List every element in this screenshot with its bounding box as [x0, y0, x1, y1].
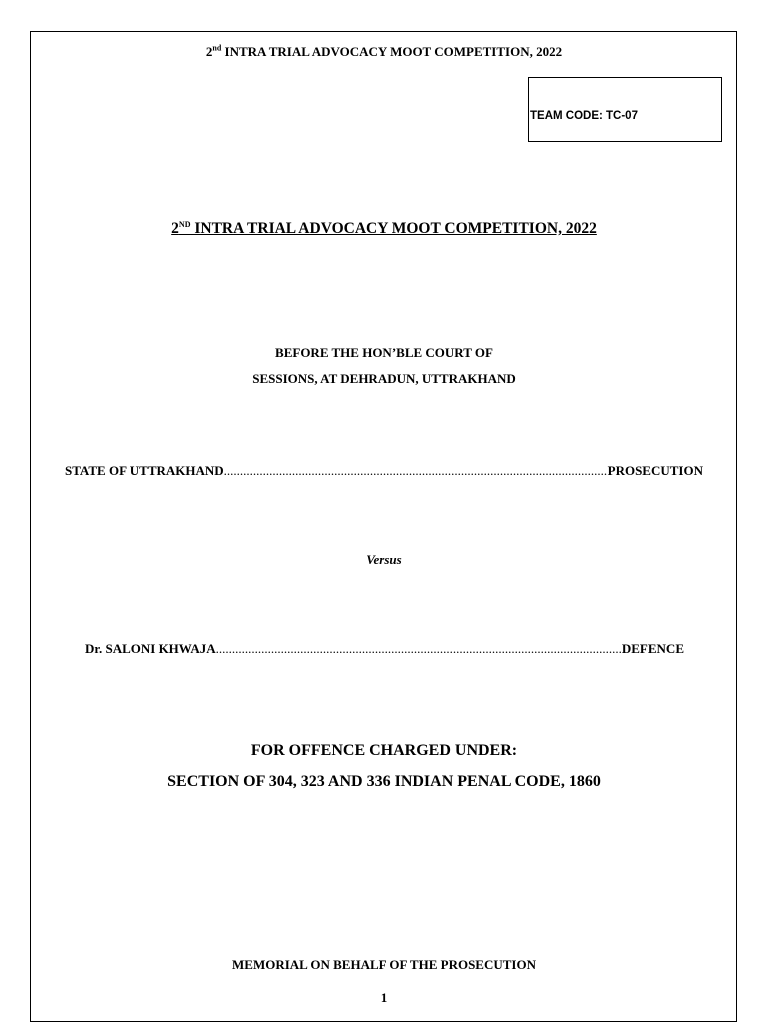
title-number: 2	[171, 220, 179, 237]
page-number: 1	[380, 990, 388, 1005]
prosecution-role: PROSECUTION	[607, 463, 703, 478]
memorial-label: MEMORIAL ON BEHALF OF THE PROSECUTION	[232, 957, 536, 972]
versus-label: Versus	[366, 552, 402, 567]
defence-party-line	[85, 641, 684, 657]
leader-dots	[216, 641, 622, 657]
court-line-1: BEFORE THE HON’BLE COURT OF	[275, 345, 493, 360]
title-text: INTRA TRIAL ADVOCACY MOOT COMPETITION, 2022	[190, 220, 597, 237]
court-line-2: SESSIONS, AT DEHRADUN, UTTRAKHAND	[252, 371, 516, 386]
defence-role: DEFENCE	[621, 641, 684, 656]
header-ordinal-suffix: nd	[212, 43, 222, 53]
header-number: 2	[205, 44, 213, 59]
team-code: TEAM CODE: TC-07	[530, 110, 638, 122]
document-title	[0, 220, 768, 238]
header-text: INTRA TRIAL ADVOCACY MOOT COMPETITION, 2022	[221, 44, 563, 59]
page-border	[30, 31, 737, 1022]
page-header	[0, 44, 768, 60]
offence-heading: FOR OFFENCE CHARGED UNDER:	[250, 742, 518, 759]
leader-dots	[224, 463, 608, 479]
defence-name: Dr. SALONI KHWAJA	[85, 641, 216, 656]
prosecution-party-line	[65, 463, 703, 479]
title-ordinal-suffix: ND	[178, 219, 191, 229]
offence-sections: SECTION OF 304, 323 AND 336 INDIAN PENAL CODE, 1860	[167, 773, 601, 790]
prosecution-name: STATE OF UTTRAKHAND	[65, 463, 224, 478]
